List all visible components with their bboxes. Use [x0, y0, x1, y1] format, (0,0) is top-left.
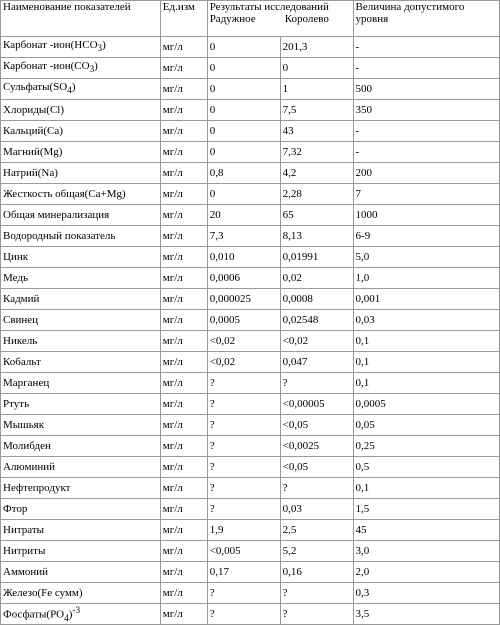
table-row [1, 79, 500, 100]
parameter-name: Кобальт [3, 356, 41, 368]
unit-cell: мг/л [160, 121, 207, 142]
value-radujnoe-cell: 1,9 [207, 520, 280, 541]
value-korolevo-cell: 0,02548 [280, 310, 353, 331]
header-locations [210, 13, 351, 25]
parameter-name: Свинец [3, 314, 39, 326]
parameter-name: Мышьяк [3, 419, 45, 431]
parameter-name-cell [1, 478, 161, 499]
parameter-name-cell [1, 205, 161, 226]
parameter-name: Фосфаты(PO [3, 608, 65, 621]
unit-cell: мг/л [160, 289, 207, 310]
table-row [1, 205, 500, 226]
limit-cell: - [353, 58, 499, 79]
parameter-name-cell [1, 373, 161, 394]
table-row [1, 604, 500, 625]
value-radujnoe-cell: 0 [207, 58, 280, 79]
table-row [1, 247, 500, 268]
value-radujnoe-cell: 0 [207, 100, 280, 121]
table-row [1, 415, 500, 436]
parameter-name-cell [1, 100, 161, 121]
value-radujnoe-cell: 0,17 [207, 562, 280, 583]
value-radujnoe-cell: 7,3 [207, 226, 280, 247]
value-radujnoe-cell: ? [207, 583, 280, 604]
value-korolevo-cell: <0,02 [280, 331, 353, 352]
limit-cell: 0,0005 [353, 394, 499, 415]
table-row [1, 352, 500, 373]
table-row [1, 562, 500, 583]
table-row [1, 583, 500, 604]
header-parameter: Наименование показателей [1, 1, 161, 37]
value-radujnoe-cell: ? [207, 457, 280, 478]
value-radujnoe-cell: 0,000025 [207, 289, 280, 310]
parameter-superscript: -3 [72, 605, 81, 616]
parameter-name-cell [1, 247, 161, 268]
value-korolevo-cell: ? [280, 604, 353, 625]
value-korolevo-cell: 5,2 [280, 541, 353, 562]
unit-cell: мг/л [160, 79, 207, 100]
parameter-name-cell [1, 268, 161, 289]
value-korolevo-cell: 0,03 [280, 499, 353, 520]
table-row [1, 142, 500, 163]
value-korolevo-cell: <0,05 [280, 457, 353, 478]
parameter-name: Сульфаты(SO [3, 81, 68, 94]
value-radujnoe-cell: 0 [207, 79, 280, 100]
parameter-name-cell [1, 457, 161, 478]
parameter-name: Марганец [3, 377, 50, 389]
parameter-name-cell [1, 394, 161, 415]
limit-cell: 1,0 [353, 268, 499, 289]
limit-cell: 500 [353, 79, 499, 100]
unit-cell: мг/л [160, 520, 207, 541]
value-korolevo-cell: 0 [280, 58, 353, 79]
value-radujnoe-cell: 0,8 [207, 163, 280, 184]
unit-cell: мг/л [160, 268, 207, 289]
value-radujnoe-cell: ? [207, 499, 280, 520]
value-radujnoe-cell: 0,010 [207, 247, 280, 268]
unit-cell: мг/л [160, 58, 207, 79]
parameter-name-cell [1, 583, 161, 604]
parameter-name: Жесткость общая(Ca+Mg) [3, 188, 126, 200]
limit-cell: 0,3 [353, 583, 499, 604]
unit-cell: мг/л [160, 478, 207, 499]
value-korolevo-cell: 201,3 [280, 37, 353, 58]
header-location-1: Радужное [209, 13, 256, 25]
table-row [1, 289, 500, 310]
value-korolevo-cell: <0,00005 [280, 394, 353, 415]
parameter-name-tail: ) [68, 608, 73, 621]
table-row [1, 331, 500, 352]
unit-cell: мг/л [160, 100, 207, 121]
table-row [1, 457, 500, 478]
table-row [1, 394, 500, 415]
parameter-name: Водородный показатель [3, 230, 116, 242]
parameter-name-tail: ) [102, 39, 106, 52]
parameter-name: Нитраты [3, 524, 45, 536]
header-limit: Величина допустимого уровня [353, 1, 499, 37]
table-row [1, 520, 500, 541]
unit-cell: мг/л [160, 457, 207, 478]
limit-cell: 0,001 [353, 289, 499, 310]
table-row [1, 436, 500, 457]
value-radujnoe-cell: ? [207, 373, 280, 394]
value-korolevo-cell: ? [280, 583, 353, 604]
limit-cell: 5,0 [353, 247, 499, 268]
value-radujnoe-cell: ? [207, 478, 280, 499]
value-radujnoe-cell: 0 [207, 37, 280, 58]
limit-cell: 0,1 [353, 352, 499, 373]
unit-cell: мг/л [160, 352, 207, 373]
parameter-name-cell [1, 289, 161, 310]
parameter-name-cell [1, 121, 161, 142]
value-korolevo-cell: <0,0025 [280, 436, 353, 457]
parameter-name-cell [1, 352, 161, 373]
table-row [1, 100, 500, 121]
parameter-name-cell [1, 142, 161, 163]
unit-cell: мг/л [160, 583, 207, 604]
unit-cell: мг/л [160, 331, 207, 352]
parameter-name-cell [1, 79, 161, 100]
value-radujnoe-cell: <0,02 [207, 331, 280, 352]
parameter-name-cell [1, 310, 161, 331]
table-header-row [1, 1, 500, 37]
parameter-name-cell [1, 562, 161, 583]
table-row [1, 268, 500, 289]
parameter-name: Хлориды(Cl) [3, 104, 65, 116]
limit-cell: 2,0 [353, 562, 499, 583]
parameter-name: Натрий(Na) [3, 167, 58, 179]
value-korolevo-cell: ? [280, 373, 353, 394]
table-row [1, 184, 500, 205]
parameter-name: Ртуть [3, 398, 30, 410]
parameter-name: Фтор [3, 503, 28, 515]
parameter-name: Карбонат -ион(НСО [3, 39, 98, 52]
value-korolevo-cell: 0,01991 [280, 247, 353, 268]
table-row [1, 541, 500, 562]
value-radujnoe-cell: ? [207, 604, 280, 625]
parameter-name: Нитриты [3, 545, 46, 557]
parameter-name-cell [1, 58, 161, 79]
value-korolevo-cell: ? [280, 478, 353, 499]
parameter-name-cell [1, 415, 161, 436]
unit-cell: мг/л [160, 226, 207, 247]
unit-cell: мг/л [160, 499, 207, 520]
value-radujnoe-cell: 0 [207, 142, 280, 163]
value-korolevo-cell: 0,047 [280, 352, 353, 373]
limit-cell: 200 [353, 163, 499, 184]
limit-cell: 0,05 [353, 415, 499, 436]
limit-cell: 0,25 [353, 436, 499, 457]
value-radujnoe-cell: <0,005 [207, 541, 280, 562]
limit-cell: - [353, 142, 499, 163]
limit-cell: 0,1 [353, 373, 499, 394]
parameter-name-tail: ) [94, 60, 98, 73]
table-row [1, 37, 500, 58]
unit-cell: мг/л [160, 37, 207, 58]
value-korolevo-cell: 43 [280, 121, 353, 142]
table-row [1, 499, 500, 520]
limit-cell: 3,5 [353, 604, 499, 625]
parameter-name: Аммоний [3, 566, 49, 578]
limit-cell: 7 [353, 184, 499, 205]
value-korolevo-cell: <0,05 [280, 415, 353, 436]
unit-cell: мг/л [160, 184, 207, 205]
value-korolevo-cell: 4,2 [280, 163, 353, 184]
parameter-name-cell [1, 436, 161, 457]
limit-cell: 0,03 [353, 310, 499, 331]
parameter-name: Железо(Fe сумм) [3, 587, 83, 599]
unit-cell: мг/л [160, 205, 207, 226]
parameter-name: Карбонат -ион(СО [3, 60, 90, 73]
parameter-name: Медь [3, 272, 28, 284]
unit-cell: мг/л [160, 247, 207, 268]
limit-cell: 6-9 [353, 226, 499, 247]
parameter-subscript: 3 [97, 43, 103, 54]
table-row [1, 163, 500, 184]
limit-cell: 0,1 [353, 478, 499, 499]
limit-cell: 0,1 [353, 331, 499, 352]
value-radujnoe-cell: ? [207, 436, 280, 457]
header-location-2: Королево [284, 13, 329, 25]
value-korolevo-cell: 65 [280, 205, 353, 226]
value-radujnoe-cell: 0 [207, 121, 280, 142]
parameter-subscript: 4 [67, 85, 72, 96]
limit-cell: 0,5 [353, 457, 499, 478]
limit-cell: 45 [353, 520, 499, 541]
table-row [1, 58, 500, 79]
value-korolevo-cell: 2,28 [280, 184, 353, 205]
parameter-name-cell [1, 520, 161, 541]
value-radujnoe-cell: ? [207, 415, 280, 436]
parameter-name: Цинк [3, 251, 29, 263]
value-radujnoe-cell: 20 [207, 205, 280, 226]
unit-cell: мг/л [160, 436, 207, 457]
unit-cell: мг/л [160, 562, 207, 583]
unit-cell: мг/л [160, 541, 207, 562]
parameter-name-cell [1, 604, 161, 625]
value-korolevo-cell: 7,32 [280, 142, 353, 163]
unit-cell: мг/л [160, 310, 207, 331]
header-unit: Ед.изм [160, 1, 207, 37]
limit-cell: 350 [353, 100, 499, 121]
parameter-name-cell [1, 184, 161, 205]
parameter-subscript: 4 [64, 612, 69, 623]
parameter-name: Кадмий [3, 293, 40, 305]
table-row [1, 310, 500, 331]
value-korolevo-cell: 2,5 [280, 520, 353, 541]
parameter-name: Молибден [3, 440, 51, 452]
unit-cell: мг/л [160, 142, 207, 163]
limit-cell: - [353, 121, 499, 142]
parameter-name-cell [1, 541, 161, 562]
value-korolevo-cell: 8,13 [280, 226, 353, 247]
parameter-name-cell [1, 37, 161, 58]
parameter-name: Магний(Mg) [3, 146, 63, 158]
unit-cell: мг/л [160, 604, 207, 625]
limit-cell: - [353, 37, 499, 58]
unit-cell: мг/л [160, 415, 207, 436]
value-radujnoe-cell: 0,0005 [207, 310, 280, 331]
value-korolevo-cell: 7,5 [280, 100, 353, 121]
value-radujnoe-cell: <0,02 [207, 352, 280, 373]
parameter-name: Никель [3, 335, 38, 347]
value-korolevo-cell: 0,16 [280, 562, 353, 583]
value-korolevo-cell: 0,0008 [280, 289, 353, 310]
table-row [1, 478, 500, 499]
table-row [1, 226, 500, 247]
limit-cell: 1,5 [353, 499, 499, 520]
limit-cell: 1000 [353, 205, 499, 226]
parameter-subscript: 3 [89, 64, 95, 75]
value-korolevo-cell: 0,02 [280, 268, 353, 289]
parameter-name-tail: ) [71, 81, 76, 94]
parameter-name: Нефтепродукт [3, 482, 71, 494]
table-row [1, 121, 500, 142]
parameter-name-cell [1, 163, 161, 184]
parameter-name-cell [1, 331, 161, 352]
value-radujnoe-cell: 0,0006 [207, 268, 280, 289]
value-korolevo-cell: 1 [280, 79, 353, 100]
unit-cell: мг/л [160, 373, 207, 394]
value-radujnoe-cell: 0 [207, 184, 280, 205]
header-results-title: Результаты исследований [209, 1, 329, 13]
header-results [207, 1, 353, 37]
parameter-name-cell [1, 226, 161, 247]
limit-cell: 3,0 [353, 541, 499, 562]
unit-cell: мг/л [160, 163, 207, 184]
parameter-name: Общая минерализация [3, 209, 110, 221]
unit-cell: мг/л [160, 394, 207, 415]
parameter-name: Кальций(Ca) [3, 125, 63, 137]
parameter-name-cell [1, 499, 161, 520]
table-row [1, 373, 500, 394]
parameter-name: Алюминий [3, 461, 56, 473]
value-radujnoe-cell: ? [207, 394, 280, 415]
